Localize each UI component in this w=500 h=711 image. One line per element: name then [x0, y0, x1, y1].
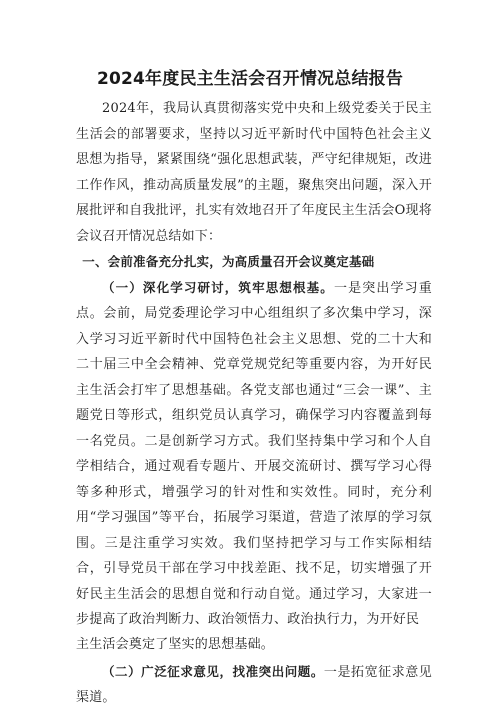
subsection-2-body: 一是拓宽征求意见渠道。 [76, 664, 432, 705]
document-body [76, 96, 432, 711]
intro-paragraph: 2024年，我局认真贯彻落实党中央和上级党委关于民主生活会的部署要求，坚持以习近平新时代中国特色社会主义思想为指导，紧紧围绕“强化思想武装，严守纪律规矩，改进工作作风，推动高质量发展”的主题，聚焦突出问题，深入开展批评和自我批评，扎实有效地召开了年度民主生活会O现将会议召开情况总结如下： [76, 101, 432, 244]
subsection-1-heading: （一）深化学习研讨，筑牢思想根基。 [102, 279, 334, 295]
section-heading-1 [76, 249, 432, 275]
subsection-1-tail: 主生活会奠定了坚实的思想基础。 [76, 636, 275, 652]
document-title: 2024年度民主生活会召开情况总结报告 [96, 69, 404, 89]
subsection-2-heading: （二）广泛征求意见，找准突出问题。 [102, 663, 324, 679]
subsection-2-paragraph [76, 659, 432, 711]
subsection-1-paragraph [76, 275, 432, 633]
section-heading-1-text: 一、会前准备充分扎实，为高质量召开会议奠定基础 [82, 254, 375, 269]
subsection-1-body: 一是突出学习重点。会前，局党委理论学习中心组组织了多次集中学习，深入学习习近平新时代中国特色社会主义思想、党的二十大和二十届三中全会精神、党章党规党纪等重要内容，为开好民主生活会打牢了思想基础。各党支部也通过“三会一课”、主题党日等形式，组织党员认真学习，确保学习内容覆盖到每一名党员。二是创新学习方式。我们坚持集中学习和个人自学相结合，通过观看专题片、开展交流研讨、撰写学习心得等多种形式，增强学习的针对性和实效性。同时，充分利用“学习强国”等平台，拓展学习渠道，营造了浓厚的学习氛围。三是注重学习实效。我们坚持把学习与工作实际相结合，引导党员干部在学习中找差距、找不足，切实增强了开好民主生活会的思想自觉和行动自觉。通过学习，大家进一步提高了政治判断力、政治领悟力、政治执行力，为开好民 [76, 280, 432, 627]
